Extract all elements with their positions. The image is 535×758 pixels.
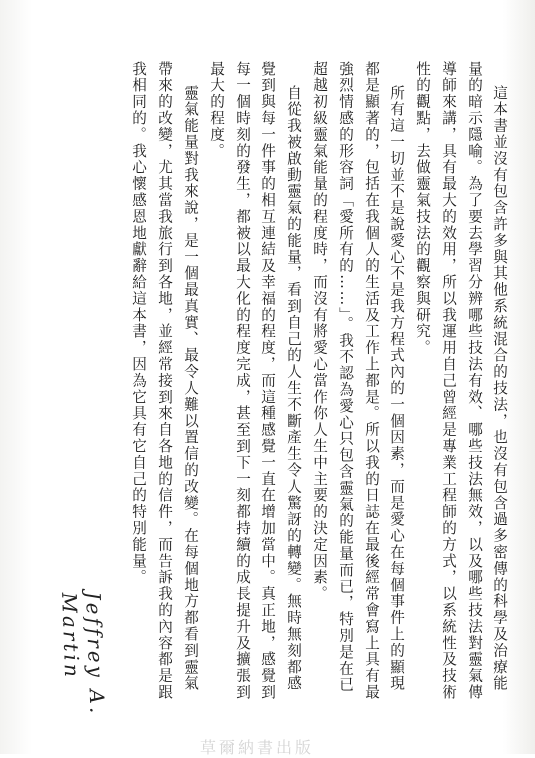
text-column: 超越初級靈氣能量的程度時，而沒有將愛心當作你人生中主要的決定因素。 — [311, 61, 328, 603]
text-column: 所有這一切並不是說愛心不是我方程式內的一個因素，而是愛心在每個事件上的顯現 — [388, 85, 405, 692]
text-column: 每一個時刻的發生，都被以最大化的程度完成，甚至到下一刻都持續的成長提升及擴張到 — [234, 61, 251, 701]
text-column: 都是顯著的，包括在我個人的生活及工作上都是。所以我的日誌在最後經常會寫上具有最 — [363, 61, 380, 701]
text-column: 覺到與每一件事的相互連結及幸福的程度，而這種感覺一直在增加當中。真正地，感覺到 — [259, 61, 276, 701]
text-column: 強烈情感的形容詞「愛所有的……」。我不認為愛心只包含靈氣的能量而已，特別是在已 — [337, 61, 354, 694]
text-column: 量的暗示隱喻。為了要去學習分辨哪些技法有效、哪些技法無效，以及哪些技法對靈氣傳 — [466, 61, 483, 701]
publisher-watermark: 草爾納書出版 — [200, 738, 315, 757]
text-column: 我相同的。我心懷感恩地獻辭給這本書，因為它具有它自己的特別能量。 — [130, 61, 147, 586]
text-column: 自從我被啟動靈氣的能量，看到自己的人生不斷產生令人驚訝的轉變。無時無刻都感 — [285, 85, 302, 692]
text-column: 靈氣能量對我來說，是一個最真實、最令人難以置信的改變。在每個地方都看到靈氣 — [182, 85, 199, 692]
author-signature: Jeffrey A. Martin — [57, 591, 110, 717]
text-column: 這本書並沒有包含許多與其他系統混合的技法，也沒有包含過多密傳的科學及治療能 — [491, 85, 508, 692]
text-column: 帶來的改變，尤其當我旅行到各地，並經常接到來自各地的信件，而告訴我的內容都是跟 — [156, 61, 173, 701]
text-column: 最大的程度。 — [208, 61, 225, 160]
text-column: 導師來講，具有最大的效用，所以我運用自己曾經是專業工程師的方式，以系統性及技術 — [440, 61, 457, 701]
text-column: 性的觀點，去做靈氣技法的觀察與研究。 — [414, 61, 431, 357]
